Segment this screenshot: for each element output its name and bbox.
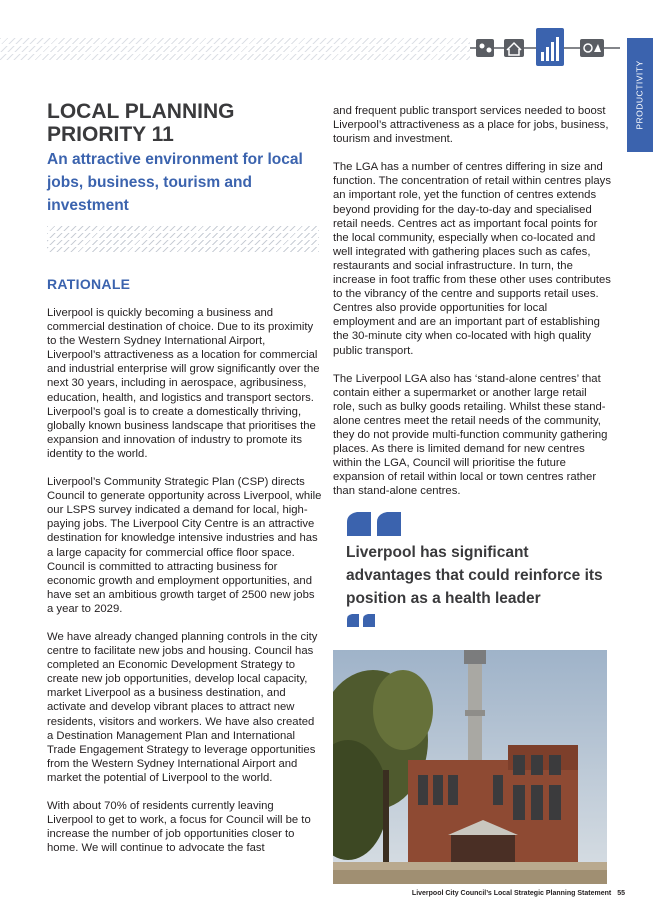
productivity-chart-icon[interactable] bbox=[536, 28, 564, 66]
theme-navigation-icons bbox=[470, 28, 625, 68]
title-line-1: LOCAL PLANNING bbox=[47, 100, 235, 123]
paragraph: and frequent public transport services needed to boost Liverpool’s attractiveness as a place for jobs, business, tourism and investment. bbox=[333, 105, 609, 146]
section-heading: RATIONALE bbox=[47, 276, 131, 292]
paragraph: The LGA has a number of centres differing in size and function. The concentration of retail within centres plays an important role, yet the function of centres extends beyond providing for the day-to-day and specialised retail needs. Centres act as important focal points for the local community, especially when co-located and well integrated with gathering places such as cafes, restaurants and social infrastructure. In turn, the increase in foot traffic from these other uses contributes to the vibrancy of the centre and supports retail uses. Centres also provide opportunities for local employment and are an important part of establishing the 30-minute city when co-located with high quality public transport. bbox=[333, 161, 611, 357]
side-tab-label: PRODUCTIVITY bbox=[635, 60, 645, 130]
page-subtitle: An attractive environment for local jobs, business, tourism and investment bbox=[47, 151, 303, 214]
power-station-photo bbox=[333, 650, 607, 884]
page-number: 55 bbox=[617, 890, 625, 897]
divider-hatch-mask bbox=[47, 226, 319, 252]
footer-text: Liverpool City Council’s Local Strategic Planning Statement bbox=[411, 890, 612, 897]
home-icon[interactable] bbox=[504, 39, 524, 57]
paragraph: We have already changed planning controls in the city centre to facilitate new jobs and housing. Council has completed an Economic Development Strategy to create new job opportunities, develop local capacity, market Liverpool as a business destination, and activate and develop vibrant places to attract new residents, visitors and workers. We have also created a Destination Management Plan and International Trade Engagement Strategy to leverage opportunities from the Western Sydney International Airport and market the potential of Liverpool to the world. bbox=[47, 630, 318, 784]
paragraph: The Liverpool LGA also has ‘stand-alone centres’ that contain either a supermarket or another large retail role, such as bulky goods retailing. Whilst these stand-alone centres meet the retail needs of the community, they do not provide multi-function community gathering places. As there is limited demand for new centres within the LGA, Council will prioritise the future expansion of retail within local or town centres rather than stand-alone centres. bbox=[333, 372, 608, 498]
paragraph: Liverpool is quickly becoming a business and commercial destination of choice. Due to its proximity to the Western Sydney International Airport, Liverpool’s attractiveness as a location for commercial and industrial enterprise will grow significantly over the next 30 years, including in aerospace, agribusiness, education, health, and logistics and transport sectors. Liverpool’s goal is to create a domestically thriving, globally known business landscape that prioritises the expansion and innovation of industry to promote its identity to the world. bbox=[47, 307, 320, 460]
page-footer bbox=[400, 890, 625, 897]
title-line-2: PRIORITY 11 bbox=[47, 123, 174, 146]
sustainability-icon[interactable] bbox=[580, 39, 604, 57]
left-column bbox=[47, 306, 322, 869]
close-quote-icon bbox=[347, 614, 377, 627]
header-hatch-mask bbox=[0, 38, 470, 60]
right-column bbox=[333, 104, 611, 512]
section-side-tab[interactable] bbox=[627, 38, 653, 152]
page-title bbox=[47, 100, 307, 146]
paragraph: With about 70% of residents currently leaving Liverpool to get to work, a focus for Council will be to increase the number of job opportunities closer to home. We will continue to advocate the fast bbox=[47, 800, 311, 855]
paragraph: Liverpool’s Community Strategic Plan (CSP) directs Council to generate opportunity across Liverpool, while our LSPS survey indicated a demand for local, high-paying jobs. The Liverpool City Centre is an attractive destination for knowledge intensive industries and has a large capacity for commercial office floor space. Council is committed to attracting business for economic growth and employment opportunities, and have set an ambitious growth target of 2500 new jobs a year to 2029. bbox=[47, 476, 322, 615]
pull-quote: Liverpool has significant advantages that could reinforce its position as a health leader bbox=[346, 544, 603, 607]
open-quote-icon bbox=[347, 512, 403, 536]
community-icon[interactable] bbox=[476, 39, 494, 57]
